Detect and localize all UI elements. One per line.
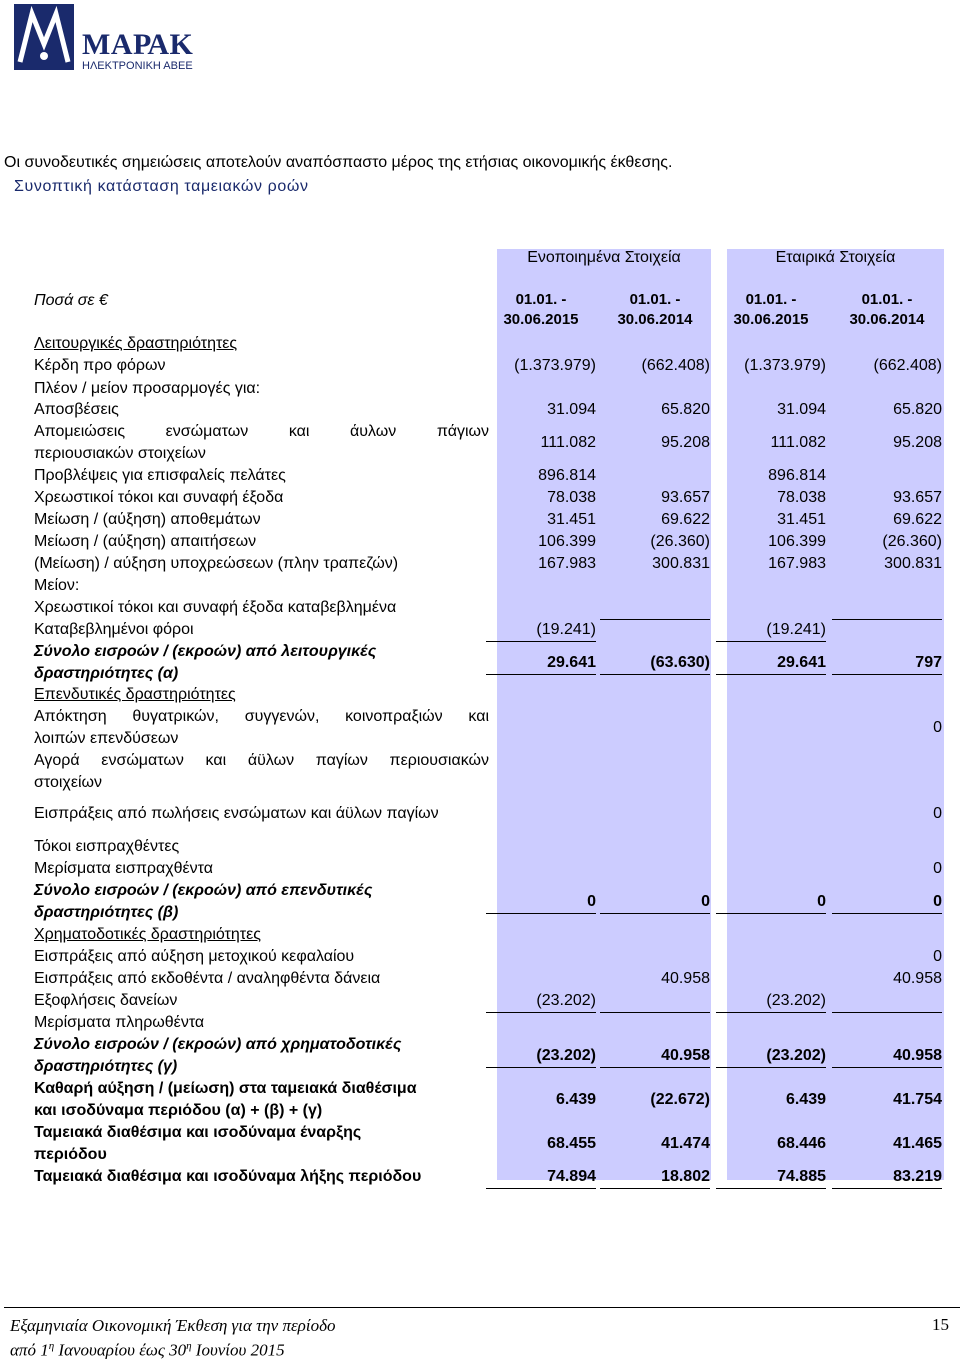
value-cell: 106.399 — [538, 533, 596, 550]
value-cell: (662.408) — [641, 357, 710, 374]
value-cell: 40.958 — [600, 1045, 710, 1068]
value-cell: 111.082 — [770, 434, 826, 451]
consolidated-group-header: Ενοποιημένα Στοιχεία — [527, 249, 681, 266]
value-cell: 797 — [832, 652, 942, 675]
value-cell: 41.465 — [893, 1135, 942, 1152]
column-header: 01.01. - 30.06.2014 — [617, 291, 693, 328]
value-cell: 300.831 — [652, 555, 710, 572]
row-label: Κέρδη προ φόρων — [34, 357, 166, 374]
value-cell — [600, 619, 710, 620]
value-cell — [486, 1012, 596, 1013]
value-cell: 93.657 — [661, 489, 710, 506]
value-cell: 167.983 — [768, 555, 826, 572]
value-cell: 0 — [933, 948, 942, 965]
logo-emblem-icon — [14, 4, 74, 70]
value-cell: 40.958 — [893, 970, 942, 987]
row-label: Εξοφλήσεις δανείων — [34, 992, 178, 1009]
value-cell: (1.373.979) — [514, 357, 596, 374]
column-header: 01.01. - 30.06.2015 — [503, 291, 579, 328]
value-cell: (19.241) — [716, 619, 826, 642]
value-cell: (26.360) — [882, 533, 942, 550]
company-group-header: Εταιρικά Στοιχεία — [775, 249, 896, 266]
value-cell: 40.958 — [661, 970, 710, 987]
statement-title: Συνοπτική κατάσταση ταμειακών ροών — [14, 178, 309, 195]
row-label: Μείωση / (αύξηση) απαιτήσεων — [34, 533, 257, 550]
value-cell: 31.451 — [777, 511, 826, 528]
footer-period: Εξαμηνιαία Οικονομική Έκθεση για την περίοδο από $1^\eta$ Ιανουαρίου έως $30^\eta$ Ιουνίου 2015 — [10, 1316, 336, 1360]
value-cell: 6.439 — [555, 1091, 596, 1108]
value-cell: (22.672) — [650, 1091, 710, 1108]
value-cell: 65.820 — [661, 401, 710, 418]
value-cell: 0 — [716, 891, 826, 914]
row-label: Χρεωστικοί τόκοι και συναφή έξοδα καταβεβλημένα — [34, 599, 397, 616]
logo-subtitle: ΗΛΕΚΤΡΟΝΙΚΗ ΑΒΕΕ — [82, 60, 193, 72]
value-cell: 0 — [486, 891, 596, 914]
value-cell: 111.082 — [540, 434, 596, 451]
value-cell: 41.754 — [893, 1091, 942, 1108]
value-cell — [716, 1012, 826, 1013]
value-cell: 31.451 — [547, 511, 596, 528]
amount-unit-label: Ποσά σε € — [34, 292, 108, 309]
value-cell: 300.831 — [884, 555, 942, 572]
column-header: 01.01. - 30.06.2014 — [849, 291, 925, 328]
row-label: Ταμειακά διαθέσιμα και ισοδύναμα λήξης περιόδου — [34, 1168, 422, 1185]
row-label: Επενδυτικές δραστηριότητες — [34, 686, 236, 703]
value-cell: 106.399 — [768, 533, 826, 550]
value-cell: 68.446 — [777, 1135, 826, 1152]
value-cell: (23.202) — [536, 992, 596, 1009]
value-cell: 74.894 — [486, 1166, 596, 1189]
value-cell: 896.814 — [538, 467, 596, 484]
logo-name: ΜΑΡΑΚ — [82, 28, 194, 61]
row-label: Ταμειακά διαθέσιμα και ισοδύναμα έναρξης περιόδου — [34, 1124, 362, 1163]
value-cell: 0 — [832, 891, 942, 914]
value-cell: 18.802 — [600, 1166, 710, 1189]
value-cell — [600, 1012, 710, 1013]
company-band — [727, 249, 944, 1180]
value-cell: 29.641 — [716, 652, 826, 675]
value-cell: 40.958 — [832, 1045, 942, 1068]
value-cell: 95.208 — [893, 434, 942, 451]
value-cell: 69.622 — [661, 511, 710, 528]
row-label: Εισπράξεις από εκδοθέντα / αναληφθέντα δάνεια — [34, 970, 381, 987]
value-cell: 68.455 — [547, 1135, 596, 1152]
row-label: Εισπράξεις από αύξηση μετοχικού κεφαλαίου — [34, 948, 355, 965]
company-logo — [14, 4, 204, 74]
value-cell: (23.202) — [716, 1045, 826, 1068]
value-cell: (23.202) — [486, 1045, 596, 1068]
value-cell — [832, 619, 942, 620]
value-cell: 167.983 — [538, 555, 596, 572]
row-label: Αποσβέσεις — [34, 401, 119, 418]
row-label: Αγορά ενσώματων και άϋλων παγίων περιουσιακών στοιχείων — [34, 752, 489, 791]
value-cell: 69.622 — [893, 511, 942, 528]
row-label: Σύνολο εισροών / (εκροών) από χρηματοδοτικές δραστηριότητες (γ) — [34, 1036, 402, 1075]
value-cell: 0 — [933, 805, 942, 822]
row-label: Καταβεβλημένοι φόροι — [34, 621, 194, 638]
value-cell: 0 — [600, 891, 710, 914]
row-label: Χρεωστικοί τόκοι και συναφή έξοδα — [34, 489, 284, 506]
intro-note: Οι συνοδευτικές σημειώσεις αποτελούν αναπόσπαστο μέρος της ετήσιας οικονομικής έκθεσης. — [4, 154, 673, 171]
value-cell: 29.641 — [486, 652, 596, 675]
footer-divider — [4, 1307, 960, 1308]
value-cell: 896.814 — [768, 467, 826, 484]
row-label: Σύνολο εισροών / (εκροών) από λειτουργικές δραστηριότητες (α) — [34, 643, 377, 682]
row-label: Καθαρή αύξηση / (μείωση) στα ταμειακά διαθέσιμα και ισοδύναμα περιόδου (α) + (β) + (γ) — [34, 1080, 417, 1119]
value-cell: 6.439 — [785, 1091, 826, 1108]
row-label: Εισπράξεις από πωλήσεις ενσώματων και άϋλων παγίων — [34, 805, 439, 822]
row-label: Προβλέψεις για επισφαλείς πελάτες — [34, 467, 286, 484]
column-header: 01.01. - 30.06.2015 — [733, 291, 809, 328]
value-cell: (26.360) — [650, 533, 710, 550]
row-label: Πλέον / μείον προσαρμογές για: — [34, 380, 261, 397]
row-label: Μερίσματα εισπραχθέντα — [34, 860, 213, 877]
value-cell: (662.408) — [873, 357, 942, 374]
page-number: 15 — [932, 1315, 949, 1334]
value-cell: (19.241) — [486, 619, 596, 642]
value-cell: 78.038 — [547, 489, 596, 506]
value-cell: 93.657 — [893, 489, 942, 506]
value-cell: 0 — [933, 860, 942, 877]
value-cell: (1.373.979) — [744, 357, 826, 374]
value-cell: 74.885 — [716, 1166, 826, 1189]
value-cell: 83.219 — [832, 1166, 942, 1189]
value-cell: 65.820 — [893, 401, 942, 418]
value-cell: 31.094 — [777, 401, 826, 418]
consolidated-band — [497, 249, 711, 1180]
value-cell: 31.094 — [547, 401, 596, 418]
row-label: Χρηματοδοτικές δραστηριότητες — [34, 926, 261, 943]
value-cell: (63.630) — [600, 652, 710, 675]
value-cell: 0 — [933, 719, 942, 736]
row-label: Μερίσματα πληρωθέντα — [34, 1014, 205, 1031]
value-cell: 95.208 — [661, 434, 710, 451]
value-cell: (23.202) — [766, 992, 826, 1009]
row-label: Μείον: — [34, 577, 80, 594]
row-label: (Μείωση) / αύξηση υποχρεώσεων (πλην τραπεζών) — [34, 555, 399, 572]
value-cell: 41.474 — [661, 1135, 710, 1152]
row-label: Απομειώσεις ενσώματων και άυλων πάγιων περιουσιακών στοιχείων — [34, 423, 489, 462]
value-cell: 78.038 — [777, 489, 826, 506]
row-label: Μείωση / (αύξηση) αποθεμάτων — [34, 511, 261, 528]
value-cell — [832, 1012, 942, 1013]
row-label: Απόκτηση θυγατρικών, συγγενών, κοινοπραξιών και λοιπών επενδύσεων — [34, 708, 489, 747]
row-label: Σύνολο εισροών / (εκροών) από επενδυτικές δραστηριότητες (β) — [34, 882, 373, 921]
row-label: Τόκοι εισπραχθέντες — [34, 838, 180, 855]
row-label: Λειτουργικές δραστηριότητες — [34, 335, 238, 352]
